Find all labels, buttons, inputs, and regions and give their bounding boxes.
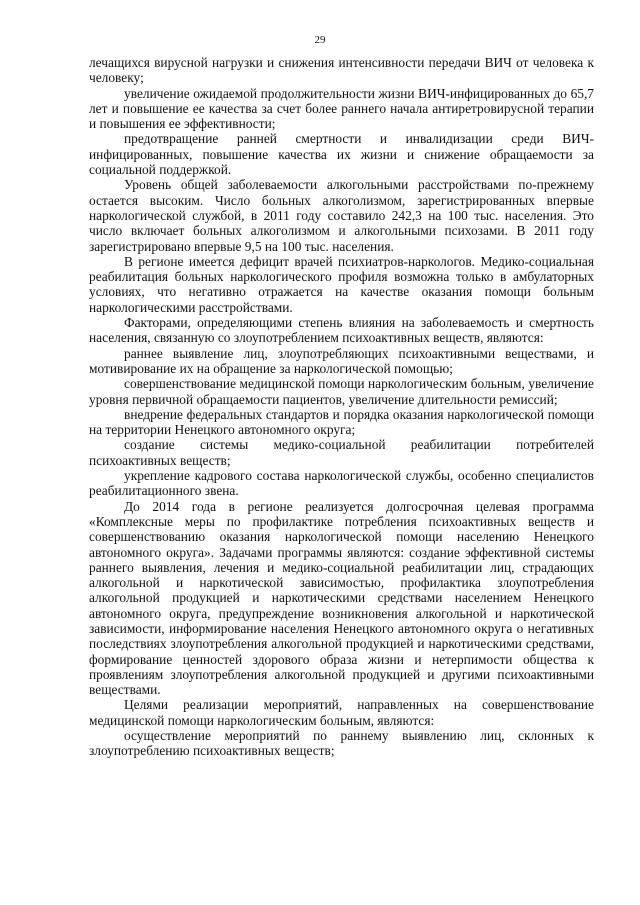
list-item-rehabilitation-system: создание системы медико-социальной реабилитации потребителей психоактивных веществ; [89, 437, 594, 468]
list-item-federal-standards: внедрение федеральных стандартов и порядка оказания наркологической помощи на территории Ненецкого автономного округа; [89, 406, 594, 438]
list-item-care-improvement: совершенствование медицинской помощи наркологическим больным, увеличение уровня первичной обращаемости пациентов, увеличение длительности ремиссий; [89, 376, 594, 407]
list-item-staffing: укрепление кадрового состава наркологической службы, особенно специалистов реабилитационного звена. [89, 468, 594, 499]
document-body [89, 55, 594, 759]
page-number: 29 [314, 34, 326, 46]
paragraph-continuation: лечащихся вирусной нагрузки и снижения интенсивности передачи ВИЧ от человека к человеку; [89, 55, 594, 86]
paragraph-narcologist-deficit: В регионе имеется дефицит врачей психиатров-наркологов. Медико-социальная реабилитация больных наркологического профиля возможна только в амбулаторных условиях, что негативно отражается на качестве оказания помощи больным наркологическими расстройствами. [89, 253, 594, 315]
paragraph-goals-intro: Целями реализации мероприятий, направленных на совершенствование медицинской помощи наркологическим больным, являются: [89, 697, 594, 728]
list-item-early-detection-measures: осуществление мероприятий по раннему выявлению лиц, склонных к злоупотреблению психоактивных веществ; [89, 728, 594, 759]
list-item-mortality-prevention: предотвращение ранней смертности и инвалидизации среди ВИЧ-инфицированных, повышение качества их жизни и снижение обращаемости за социальной поддержкой. [89, 131, 594, 178]
paragraph-alcohol-morbidity: Уровень общей заболеваемости алкогольными расстройствами по-прежнему остается высоким. Число больных алкоголизмом, зарегистрированных впервые наркологической службой, в 2011 году составило 242,3 на 100 тыс. населения. Это число включает больных алкоголизмом и алкогольными психозами. В 2011 году зарегистрировано впервые 9,5 на 100 тыс. населения. [89, 177, 594, 254]
list-item-early-detection: раннее выявление лиц, злоупотребляющих психоактивными веществами, и мотивирование их на обращение за наркологической помощью; [89, 345, 594, 376]
paragraph-target-program: До 2014 года в регионе реализуется долгосрочная целевая программа «Комплексные меры по профилактике потребления психоактивных веществ и совершенствованию оказания наркологической помощи населению Ненецкого автономного округа». Задачами программы являются: создание эффективной системы раннего выявления, лечения и медико-социальной реабилитации лиц, страдающих алкогольной и наркотической зависимостью, профилактика злоупотребления алкогольной продукцией и наркотическими средствами населением Ненецкого автономного округа, предупреждение возникновения алкогольной и наркотической зависимости, информирование населения Ненецкого автономного округа о негативных последствиях злоупотребления алкогольной продукцией и наркотическими средствами, формирование ценностей здорового образа жизни и нетерпимости общества к проявлениям злоупотребления алкогольной продукцией и другими психоактивными веществами. [89, 498, 594, 698]
paragraph-factors-intro: Факторами, определяющими степень влияния на заболеваемость и смертность населения, связанную со злоупотреблением психоактивных веществ, являются: [89, 315, 594, 346]
list-item-life-expectancy: увеличение ожидаемой продолжительности жизни ВИЧ-инфицированных до 65,7 лет и повышение ее качества за счет более раннего начала антиретровирусной терапии и повышения ее эффективности; [89, 85, 594, 132]
